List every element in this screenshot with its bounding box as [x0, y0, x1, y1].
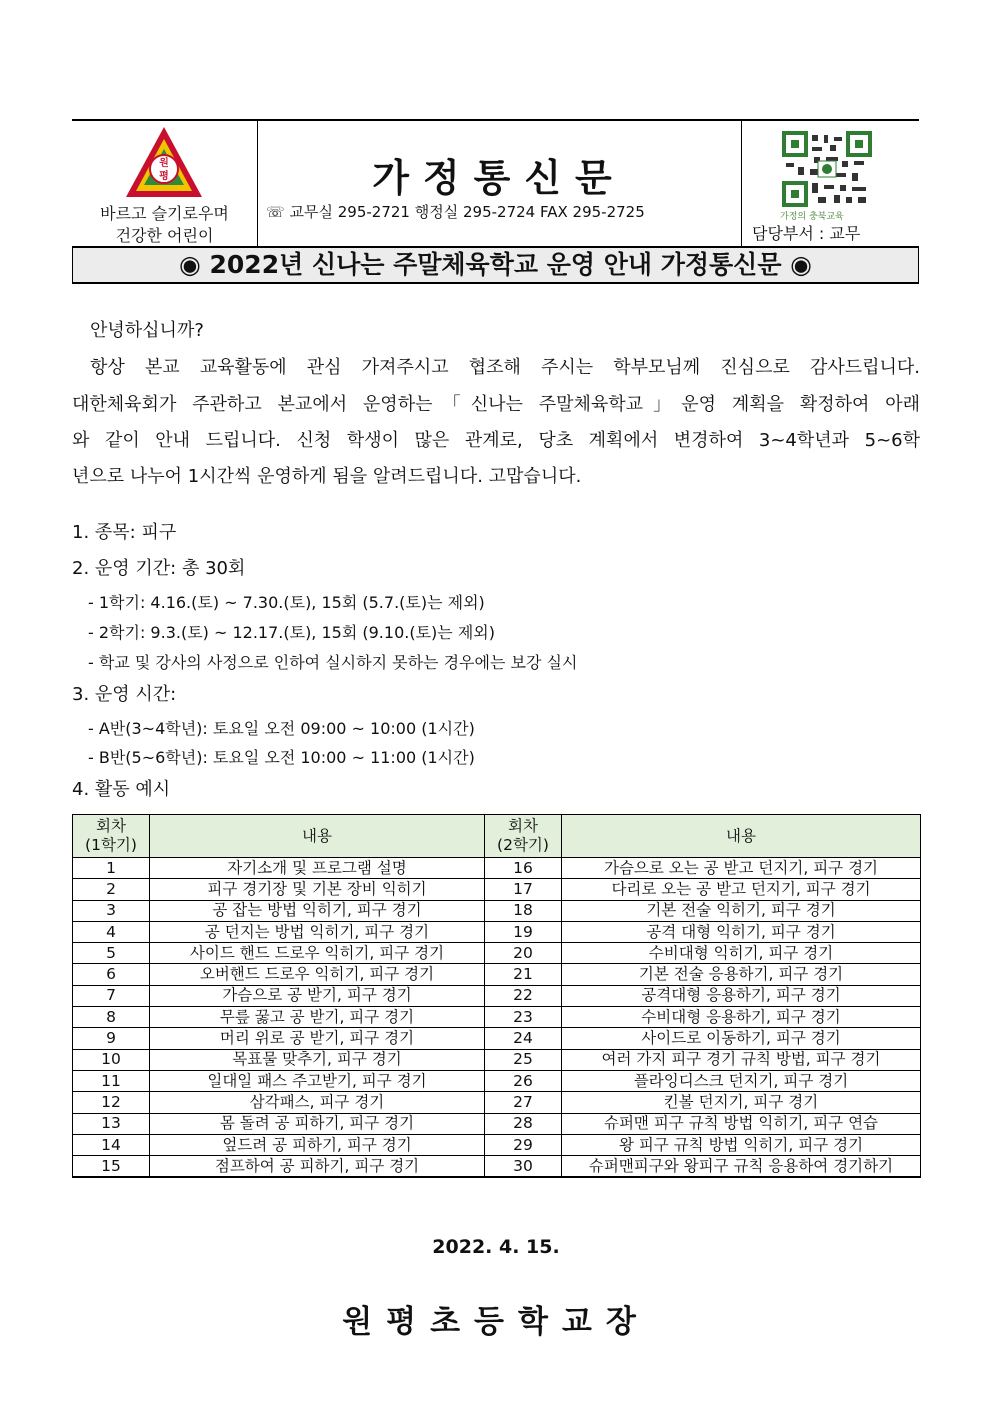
section-4-activities: 4. 활동 예시: [72, 779, 171, 800]
principal-signature: 원평초등학교장: [342, 1304, 650, 1340]
round-number-cell: 9: [73, 1028, 150, 1049]
table-row: [73, 1092, 921, 1113]
activity-content-cell: 왕 피구 규칙 방법 익히기, 피구 경기: [562, 1134, 921, 1155]
round-number-cell: 12: [73, 1092, 150, 1113]
table-row: [73, 1156, 921, 1178]
activity-content-cell: 목표물 맞추기, 피구 경기: [150, 1049, 485, 1070]
activity-content-cell: 다리로 오는 공 받고 던지기, 피구 경기: [562, 879, 921, 900]
round-number-cell: 8: [73, 1007, 150, 1028]
activity-content-cell: 수비대형 익히기, 피구 경기: [562, 943, 921, 964]
table-row: [73, 985, 921, 1006]
table-row: [73, 858, 921, 879]
table-row: [73, 879, 921, 900]
department-label: 담당부서 : 교무: [752, 224, 861, 243]
period-semester-1: - 1학기: 4.16.(토) ~ 7.30.(토), 15회 (5.7.(토)는 제외): [88, 593, 485, 612]
activity-content-cell: 자기소개 및 프로그램 설명: [150, 858, 485, 879]
activity-content-cell: 사이드 핸드 드로우 익히기, 피구 경기: [150, 943, 485, 964]
round-number-cell: 25: [485, 1049, 562, 1070]
round-number-cell: 30: [485, 1156, 562, 1178]
document-title: 가정통신문: [372, 156, 626, 200]
round-number-cell: 14: [73, 1134, 150, 1155]
activity-content-cell: 플라잉디스크 던지기, 피구 경기: [562, 1070, 921, 1091]
activity-content-cell: 공격대형 응용하기, 피구 경기: [562, 985, 921, 1006]
school-emblem-logo: [124, 125, 204, 203]
school-logo-cell: [72, 121, 258, 247]
activity-content-cell: 수비대형 응용하기, 피구 경기: [562, 1007, 921, 1028]
time-class-a: - A반(3~4학년): 토요일 오전 09:00 ~ 10:00 (1시간): [88, 719, 475, 738]
activity-content-cell: 삼각패스, 피구 경기: [150, 1092, 485, 1113]
header-content-semester-2: 내용: [562, 815, 921, 858]
activity-content-cell: 무릎 꿇고 공 받기, 피구 경기: [150, 1007, 485, 1028]
activity-content-cell: 킨볼 던지기, 피구 경기: [562, 1092, 921, 1113]
activity-content-cell: 엎드려 공 피하기, 피구 경기: [150, 1134, 485, 1155]
round-number-cell: 16: [485, 858, 562, 879]
round-number-cell: 26: [485, 1070, 562, 1091]
round-number-cell: 23: [485, 1007, 562, 1028]
activity-content-cell: 공 잡는 방법 익히기, 피구 경기: [150, 900, 485, 921]
round-number-cell: 29: [485, 1134, 562, 1155]
table-row: [73, 900, 921, 921]
table-row: [73, 943, 921, 964]
time-class-b: - B반(5~6학년): 토요일 오전 10:00 ~ 11:00 (1시간): [88, 748, 475, 767]
round-number-cell: 6: [73, 964, 150, 985]
paragraph-line-4: 년으로 나누어 1시간씩 운영하게 됨을 알려드립니다. 고맙습니다.: [72, 466, 582, 487]
table-row: [73, 964, 921, 985]
round-number-cell: 15: [73, 1156, 150, 1178]
round-number-cell: 19: [485, 921, 562, 942]
table-row: [73, 1028, 921, 1049]
header-round-semester-1: 회차 (1학기): [73, 815, 150, 858]
round-number-cell: 24: [485, 1028, 562, 1049]
activity-content-cell: 오버핸드 드로우 익히기, 피구 경기: [150, 964, 485, 985]
round-number-cell: 21: [485, 964, 562, 985]
issue-date: 2022. 4. 15.: [432, 1236, 560, 1258]
section-2-period: 2. 운영 기간: 총 30회: [72, 558, 246, 579]
motto-line-2: 건강한 어린이: [115, 226, 214, 245]
activity-content-cell: 기본 전술 익히기, 피구 경기: [562, 900, 921, 921]
period-semester-2: - 2학기: 9.3.(토) ~ 12.17.(토), 15회 (9.10.(토)는 제외): [88, 623, 495, 642]
round-number-cell: 11: [73, 1070, 150, 1091]
greeting: 안녕하십니까?: [90, 320, 204, 341]
notice-banner: ◉ 2022년 신나는 주말체육학교 운영 안내 가정통신문 ◉: [72, 246, 919, 284]
activity-content-cell: 점프하여 공 피하기, 피구 경기: [150, 1156, 485, 1178]
round-number-cell: 3: [73, 900, 150, 921]
activity-content-cell: 슈퍼맨 피구 규칙 방법 익히기, 피구 연습: [562, 1113, 921, 1134]
round-number-cell: 22: [485, 985, 562, 1006]
round-number-cell: 28: [485, 1113, 562, 1134]
round-number-cell: 5: [73, 943, 150, 964]
activity-content-cell: 기본 전술 응용하기, 피구 경기: [562, 964, 921, 985]
table-row: [73, 1113, 921, 1134]
activity-content-cell: 피구 경기장 및 기본 장비 익히기: [150, 879, 485, 900]
round-number-cell: 17: [485, 879, 562, 900]
svg-text:평: 평: [159, 171, 169, 182]
section-3-time: 3. 운영 시간:: [72, 684, 177, 705]
round-number-cell: 4: [73, 921, 150, 942]
table-row: [73, 1049, 921, 1070]
round-number-cell: 20: [485, 943, 562, 964]
table-row: [73, 1070, 921, 1091]
title-cell: [258, 121, 740, 247]
activity-content-cell: 공격 대형 익히기, 피구 경기: [562, 921, 921, 942]
qr-code-icon: [782, 131, 872, 207]
round-number-cell: 10: [73, 1049, 150, 1070]
activity-content-cell: 공 던지는 방법 익히기, 피구 경기: [150, 921, 485, 942]
activity-content-cell: 사이드로 이동하기, 피구 경기: [562, 1028, 921, 1049]
round-number-cell: 7: [73, 985, 150, 1006]
section-1-sport: 1. 종목: 피구: [72, 522, 177, 543]
activity-table: [72, 814, 921, 1178]
motto-line-1: 바르고 슬기로우며: [100, 204, 229, 223]
activity-content-cell: 슈퍼맨피구와 왕피구 규칙 응용하여 경기하기: [562, 1156, 921, 1178]
activity-content-cell: 여러 가지 피구 경기 규칙 방법, 피구 경기: [562, 1049, 921, 1070]
qr-caption: 가정의 충북교육: [780, 212, 844, 222]
table-row: [73, 1134, 921, 1155]
svg-text:원: 원: [159, 158, 169, 169]
round-number-cell: 27: [485, 1092, 562, 1113]
paragraph-line-1: 항상 본교 교육활동에 관심 가져주시고 협조해 주시는 학부모님께 진심으로 감사드립니다.: [90, 357, 920, 378]
activity-content-cell: 가슴으로 공 받기, 피구 경기: [150, 985, 485, 1006]
round-number-cell: 2: [73, 879, 150, 900]
round-number-cell: 1: [73, 858, 150, 879]
qr-cell: [741, 121, 920, 247]
activity-content-cell: 일대일 패스 주고받기, 피구 경기: [150, 1070, 485, 1091]
round-number-cell: 13: [73, 1113, 150, 1134]
activity-content-cell: 몸 돌려 공 피하기, 피구 경기: [150, 1113, 485, 1134]
table-row: [73, 921, 921, 942]
contact-info: ☏ 교무실 295-2721 행정실 295-2724 FAX 295-2725: [266, 203, 645, 221]
activity-content-cell: 머리 위로 공 받기, 피구 경기: [150, 1028, 485, 1049]
letter-header: [72, 119, 919, 247]
header-content-semester-1: 내용: [150, 815, 485, 858]
header-round-semester-2: 회차 (2학기): [485, 815, 562, 858]
round-number-cell: 18: [485, 900, 562, 921]
activity-content-cell: 가슴으로 오는 공 받고 던지기, 피구 경기: [562, 858, 921, 879]
period-makeup-note: - 학교 및 강사의 사정으로 인하여 실시하지 못하는 경우에는 보강 실시: [88, 653, 578, 672]
table-header-row: [73, 815, 921, 858]
table-row: [73, 1007, 921, 1028]
paragraph-line-2: 대한체육회가 주관하고 본교에서 운영하는「신나는 주말체육학교」운영 계획을 확정하여 아래: [72, 394, 920, 415]
paragraph-line-3: 와 같이 안내 드립니다. 신청 학생이 많은 관계로, 당초 계획에서 변경하여 3~4학년과 5~6학: [72, 430, 920, 451]
